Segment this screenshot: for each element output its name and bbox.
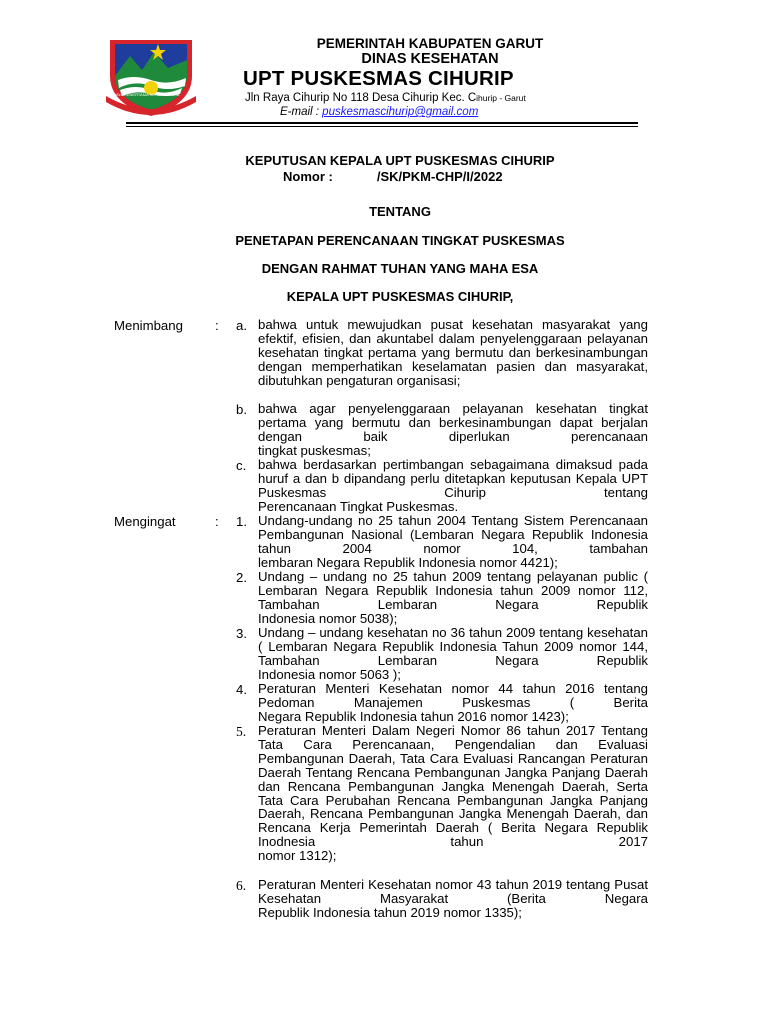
decree-title: KEPUTUSAN KEPALA UPT PUSKESMAS CIHURIP xyxy=(245,153,555,168)
menimbang-item-b: bahwa agar penyelenggaraan pelayanan kesehatan tingkat pertama yang bermutu dan berkesinambungan dapat berjalan dengan baik diperlukan perencanaan tingkat puskesmas; xyxy=(258,401,648,458)
nomor-value: /SK/PKM-CHP/I/2022 xyxy=(376,169,503,184)
menimbang-marker-a: a. xyxy=(236,318,247,333)
mengingat-label: Mengingat xyxy=(114,514,176,529)
menimbang-colon: : xyxy=(215,318,219,333)
menimbang-marker-c: c. xyxy=(236,458,247,473)
address xyxy=(245,92,526,104)
mengingat-item-1: Undang-undang no 25 tahun 2004 Tentang Sistem Perencanaan Pembangunan Nasional (Lembaran Negara Republik Indonesia tahun 2004 nomor 104, tambahan lembaran Negara Republik Indonesia nomor 4421); xyxy=(258,513,649,570)
menimbang-item-a: bahwa untuk mewujudkan pusat kesehatan masyarakat yang efektif, efisien, dan akuntabel dalam penyelenggaraan pelayanan kesehatan tingkat pertama yang bermutu dan berkesinambungan dengan memperhatikan keselamatan pasien dan masyarakat, dibutuhkan pengaturan organisasi; xyxy=(258,317,648,388)
menimbang-marker-b: b. xyxy=(236,402,247,417)
menimbang-item-c: bahwa berdasarkan pertimbangan sebagaimana dimaksud pada huruf a dan b dipandang perlu ditetapkan keputusan Kepala UPT Puskesmas Cihurip tentang Perencanaan Tingkat Puskesmas. xyxy=(258,457,649,514)
email-line xyxy=(280,106,478,118)
garut-regency-logo-icon xyxy=(104,36,198,118)
letterhead-divider xyxy=(126,122,638,127)
address-small: ihurip - Garut xyxy=(476,93,526,103)
mengingat-marker-1: 1. xyxy=(236,514,247,529)
institution-name: UPT PUSKESMAS CIHURIP xyxy=(243,67,514,90)
decree-number xyxy=(283,169,503,184)
letterhead xyxy=(220,36,640,118)
mengingat-item-4: Peraturan Menteri Kesehatan nomor 44 tahun 2016 tentang Pedoman Manajemen Puskesmas ( Berita Negara Republik Indonesia tahun 2016 nomor 1423); xyxy=(258,681,648,724)
address-main: Jln Raya Cihurip No 118 Desa Cihurip Kec. C xyxy=(245,92,477,104)
mengingat-marker-5: 5. xyxy=(236,724,247,739)
email-link[interactable]: puskesmascihurip@gmail.com xyxy=(322,106,479,118)
menimbang-label: Menimbang xyxy=(114,318,183,333)
mengingat-marker-3: 3. xyxy=(236,626,247,641)
mengingat-item-3: Undang – undang kesehatan no 36 tahun 2009 tentang kesehatan ( Lembaran Negara Republik Indonesia Tahun 2009 nomor 144, Tambahan Lembaran Negara Republik Indonesia nomor 5063 ); xyxy=(258,625,648,682)
mengingat-marker-4: 4. xyxy=(236,682,247,697)
department-name: DINAS KESEHATAN xyxy=(361,51,499,67)
nomor-label: Nomor : xyxy=(283,169,333,184)
tentang-heading: TENTANG xyxy=(369,204,431,219)
decree-subject: PENETAPAN PERENCANAAN TINGKAT PUSKESMAS xyxy=(235,233,565,248)
mengingat-marker-6: 6. xyxy=(236,878,247,893)
email-label: E-mail : xyxy=(280,106,323,118)
mengingat-colon: : xyxy=(215,514,219,529)
kepala-line: KEPALA UPT PUSKESMAS CIHURIP, xyxy=(286,289,514,304)
rahmat-line: DENGAN RAHMAT TUHAN YANG MAHA ESA xyxy=(261,261,539,276)
mengingat-marker-2: 2. xyxy=(236,570,247,585)
mengingat-item-6: Peraturan Menteri Kesehatan nomor 43 tahun 2019 tentang Pusat Kesehatan Masyarakat (Berita Negara Republik Indonesia tahun 2019 nomor 1335); xyxy=(258,877,648,920)
mengingat-item-2: Undang – undang no 25 tahun 2009 tentang pelayanan public ( Lembaran Negara Republik Indonesia tahun 2009 nomor 112, Tambahan Lembaran Negara Republik Indonesia nomor 5038); xyxy=(258,569,649,626)
logo-motto: DAYA KENERTAMA KERJA MAHIMA xyxy=(113,92,180,97)
mengingat-item-5: Peraturan Menteri Dalam Negeri Nomor 86 tahun 2017 Tentang Tata Cara Perencanaan, Pengendalian dan Evaluasi Pembangunan Daerah, Tata Cara Evaluasi Rancangan Peraturan Daerah Tentang Rencana Pembangunan Jangka Panjang Daerah dan Rencana Pembangunan Jangka Menengah Daerah, Serta Tata Cara Perubahan Rencana Pembangunan Jangka Panjang Daerah, Rencana Pembangunan Jangka Menengah Daerah, dan Rencana Kerja Pemerintah Daerah ( Berita Negara Republik Inodnesia tahun 2017 nomor 1312); xyxy=(258,723,648,864)
government-name: PEMERINTAH KABUPATEN GARUT xyxy=(316,36,544,51)
